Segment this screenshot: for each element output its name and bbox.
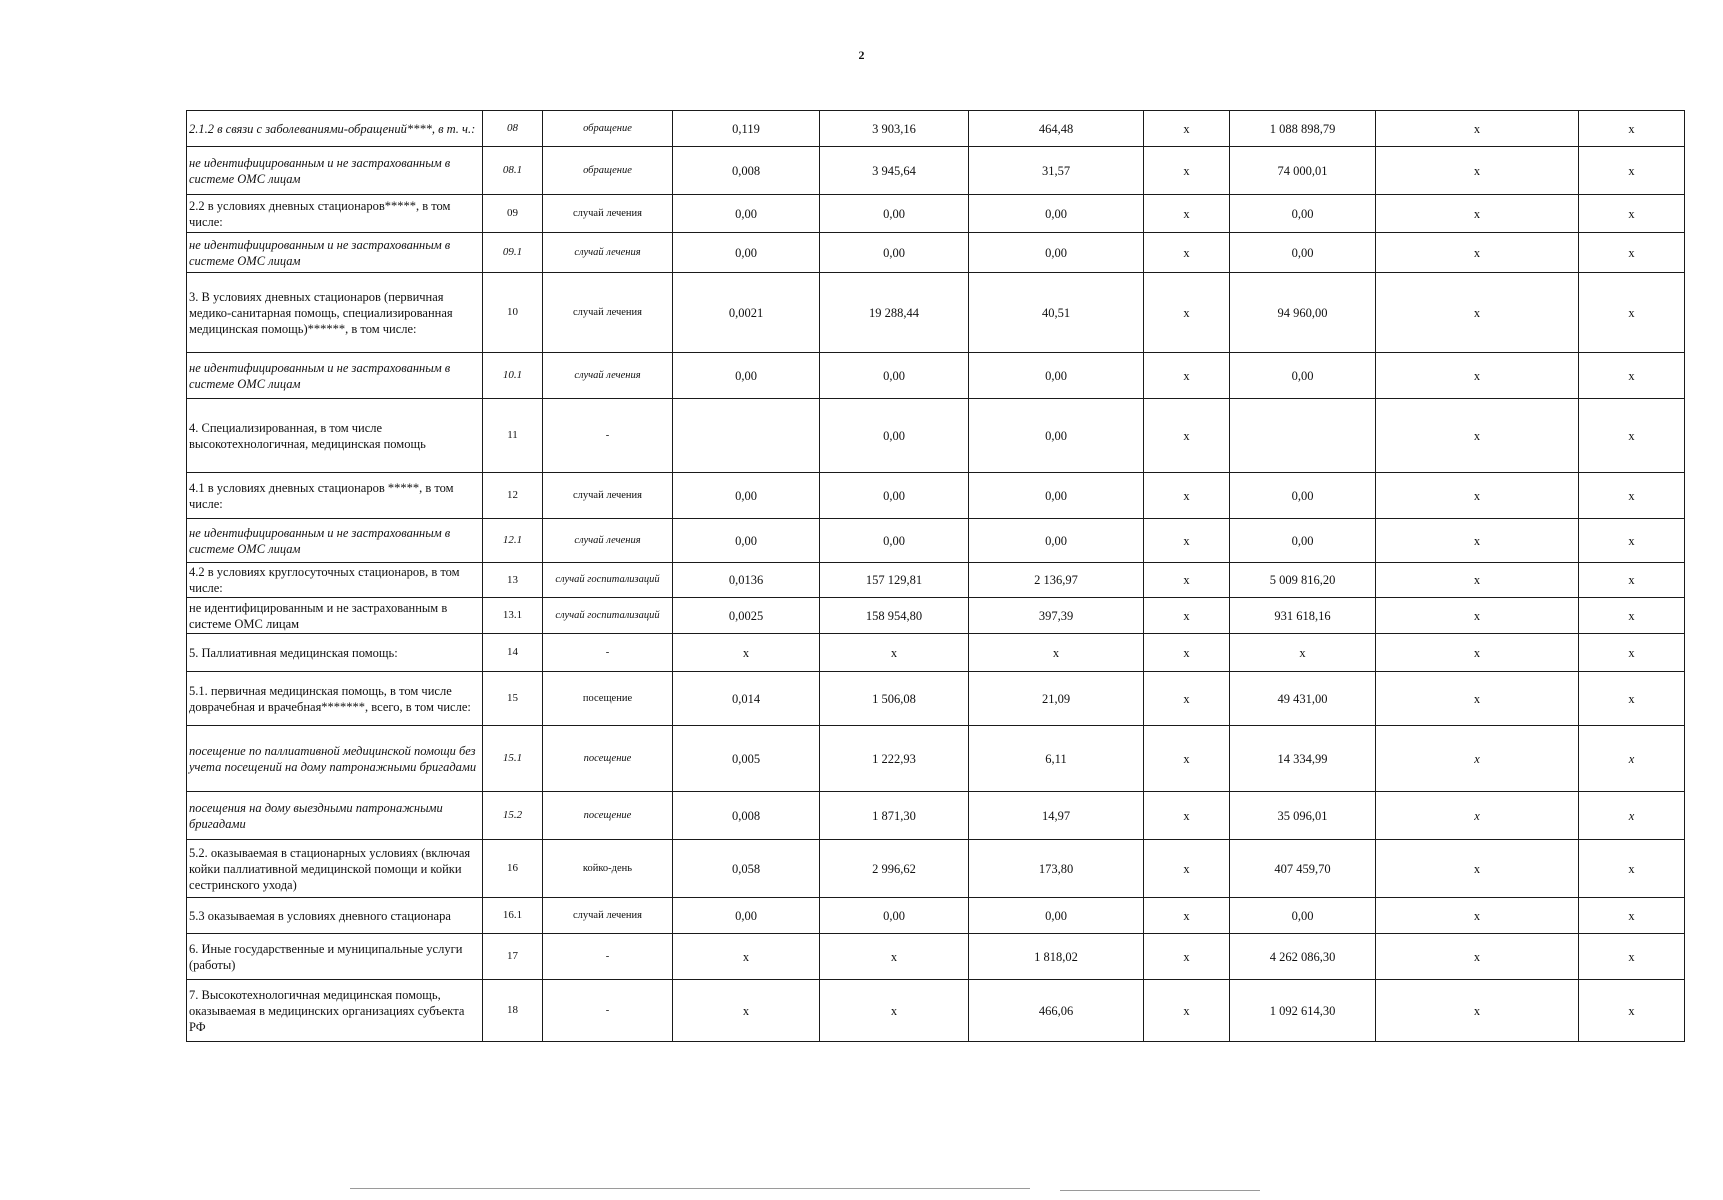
row-name: 4.2 в условиях круглосуточных стационаров, в том числе: <box>187 563 483 598</box>
cell-value: 31,57 <box>969 147 1144 195</box>
cell-value: 94 960,00 <box>1230 273 1376 353</box>
cell-value: 0,00 <box>969 898 1144 934</box>
cell-value: x <box>1376 519 1579 563</box>
cell-value: x <box>1144 563 1230 598</box>
cell-value: x <box>1579 726 1685 792</box>
cell-value: 0,00 <box>1230 233 1376 273</box>
row-unit: - <box>543 399 673 473</box>
row-unit: обращение <box>543 111 673 147</box>
cell-value: 158 954,80 <box>820 598 969 634</box>
cell-value: 173,80 <box>969 840 1144 898</box>
cell-value: 1 092 614,30 <box>1230 980 1376 1042</box>
cell-value: 397,39 <box>969 598 1144 634</box>
row-unit: - <box>543 934 673 980</box>
table-row <box>187 233 1685 273</box>
cell-value: 1 506,08 <box>820 672 969 726</box>
cell-value: x <box>1579 195 1685 233</box>
table-row <box>187 726 1685 792</box>
row-unit: случай госпитализаций <box>543 598 673 634</box>
cell-value: x <box>1579 792 1685 840</box>
table-row <box>187 898 1685 934</box>
row-unit: обращение <box>543 147 673 195</box>
cell-value: 19 288,44 <box>820 273 969 353</box>
cell-value: 0,00 <box>673 519 820 563</box>
row-unit: случай лечения <box>543 233 673 273</box>
cell-value: x <box>969 634 1144 672</box>
row-code: 10.1 <box>483 353 543 399</box>
cell-value: 14 334,99 <box>1230 726 1376 792</box>
cell-value: 0,008 <box>673 792 820 840</box>
row-name: посещение по паллиативной медицинской помощи без учета посещений на дому патронажными бригадами <box>187 726 483 792</box>
row-unit: посещение <box>543 726 673 792</box>
cell-value: x <box>1579 840 1685 898</box>
cell-value: 14,97 <box>969 792 1144 840</box>
cell-value: x <box>1376 980 1579 1042</box>
cell-value: x <box>1376 273 1579 353</box>
row-name: 6. Иные государственные и муниципальные услуги (работы) <box>187 934 483 980</box>
row-name: 3. В условиях дневных стационаров (первичная медико-санитарная помощь, специализированная медицинская помощь)******, в том числе: <box>187 273 483 353</box>
cell-value: x <box>1144 111 1230 147</box>
cell-value: x <box>673 634 820 672</box>
cell-value: x <box>1376 233 1579 273</box>
cell-value: 466,06 <box>969 980 1144 1042</box>
cell-value: x <box>1579 598 1685 634</box>
cell-value: x <box>1579 563 1685 598</box>
row-code: 15.2 <box>483 792 543 840</box>
cell-value: 0,0021 <box>673 273 820 353</box>
cell-value: x <box>820 934 969 980</box>
row-code: 11 <box>483 399 543 473</box>
row-code: 16.1 <box>483 898 543 934</box>
row-name: 7. Высокотехнологичная медицинская помощь, оказываемая в медицинских организациях субъекта РФ <box>187 980 483 1042</box>
cell-value: 0,00 <box>820 519 969 563</box>
cell-value: x <box>1579 898 1685 934</box>
row-code: 09.1 <box>483 233 543 273</box>
row-code: 08.1 <box>483 147 543 195</box>
table-row <box>187 634 1685 672</box>
cell-value: x <box>1376 634 1579 672</box>
row-name: не идентифицированным и не застрахованным в системе ОМС лицам <box>187 233 483 273</box>
row-unit: случай лечения <box>543 353 673 399</box>
cell-value: 0,00 <box>969 195 1144 233</box>
cell-value: x <box>1579 399 1685 473</box>
row-code: 15.1 <box>483 726 543 792</box>
row-code: 09 <box>483 195 543 233</box>
cell-value: 0,00 <box>1230 473 1376 519</box>
cell-value: x <box>1376 399 1579 473</box>
row-name: 5. Паллиативная медицинская помощь: <box>187 634 483 672</box>
table-row <box>187 519 1685 563</box>
cell-value: x <box>1144 399 1230 473</box>
table-row <box>187 353 1685 399</box>
cell-value: x <box>1376 353 1579 399</box>
cell-value: x <box>1376 147 1579 195</box>
table-row <box>187 195 1685 233</box>
cell-value: 0,00 <box>673 473 820 519</box>
cell-value: 0,058 <box>673 840 820 898</box>
row-name: 2.2 в условиях дневных стационаров*****, в том числе: <box>187 195 483 233</box>
cell-value: x <box>1144 934 1230 980</box>
cell-value: 0,00 <box>673 898 820 934</box>
cell-value: x <box>1144 634 1230 672</box>
row-unit: посещение <box>543 672 673 726</box>
cell-value: 407 459,70 <box>1230 840 1376 898</box>
cell-value: 0,00 <box>969 473 1144 519</box>
cell-value: 0,00 <box>969 353 1144 399</box>
row-code: 12.1 <box>483 519 543 563</box>
cell-value: x <box>1579 634 1685 672</box>
table-row <box>187 980 1685 1042</box>
row-unit: случай госпитализаций <box>543 563 673 598</box>
cell-value: x <box>1376 934 1579 980</box>
cell-value: 1 222,93 <box>820 726 969 792</box>
cell-value: 0,00 <box>820 898 969 934</box>
cell-value: 3 945,64 <box>820 147 969 195</box>
cell-value: x <box>1144 672 1230 726</box>
cell-value: 0,119 <box>673 111 820 147</box>
row-name: не идентифицированным и не застрахованным в системе ОМС лицам <box>187 598 483 634</box>
cell-value: 0,00 <box>1230 353 1376 399</box>
cell-value: x <box>1144 980 1230 1042</box>
cell-value: 3 903,16 <box>820 111 969 147</box>
cell-value: 0,005 <box>673 726 820 792</box>
cell-value: 0,00 <box>969 399 1144 473</box>
cell-value: x <box>1144 519 1230 563</box>
cell-value: 0,00 <box>1230 898 1376 934</box>
cell-value: x <box>1579 934 1685 980</box>
cell-value: x <box>1376 672 1579 726</box>
row-unit: посещение <box>543 792 673 840</box>
cell-value: x <box>1376 473 1579 519</box>
cell-value: 40,51 <box>969 273 1144 353</box>
cell-value: x <box>1144 598 1230 634</box>
cell-value: x <box>1144 898 1230 934</box>
cell-value: x <box>1144 147 1230 195</box>
row-code: 10 <box>483 273 543 353</box>
cell-value: 1 871,30 <box>820 792 969 840</box>
table-row <box>187 934 1685 980</box>
row-name: 5.1. первичная медицинская помощь, в том числе доврачебная и врачебная*******, всего, в том числе: <box>187 672 483 726</box>
row-code: 16 <box>483 840 543 898</box>
cell-value: x <box>1579 233 1685 273</box>
table-row <box>187 473 1685 519</box>
row-unit: - <box>543 980 673 1042</box>
cell-value: 0,014 <box>673 672 820 726</box>
cell-value: x <box>1144 726 1230 792</box>
row-unit: случай лечения <box>543 519 673 563</box>
cell-value: 0,00 <box>673 195 820 233</box>
cell-value: x <box>1144 792 1230 840</box>
cell-value: 0,00 <box>1230 519 1376 563</box>
row-name: 4.1 в условиях дневных стационаров *****, в том числе: <box>187 473 483 519</box>
table-row <box>187 598 1685 634</box>
cell-value: 0,00 <box>820 353 969 399</box>
cell-value: x <box>673 934 820 980</box>
cell-value: 0,00 <box>673 353 820 399</box>
row-unit: случай лечения <box>543 273 673 353</box>
cell-value <box>1230 399 1376 473</box>
financing-table <box>186 110 1685 1042</box>
table-row <box>187 273 1685 353</box>
cell-value: 35 096,01 <box>1230 792 1376 840</box>
row-code: 13 <box>483 563 543 598</box>
cell-value: 21,09 <box>969 672 1144 726</box>
table-row <box>187 563 1685 598</box>
cell-value: x <box>1376 840 1579 898</box>
cell-value: x <box>1144 273 1230 353</box>
row-unit: случай лечения <box>543 898 673 934</box>
scan-artifact-line <box>350 1188 1030 1189</box>
cell-value: 931 618,16 <box>1230 598 1376 634</box>
cell-value: x <box>1376 792 1579 840</box>
row-name: 5.2. оказываемая в стационарных условиях (включая койки паллиативной медицинской помощи и койки сестринского ухода) <box>187 840 483 898</box>
row-name: 5.3 оказываемая в условиях дневного стационара <box>187 898 483 934</box>
cell-value: x <box>673 980 820 1042</box>
cell-value: x <box>1579 147 1685 195</box>
cell-value: x <box>1579 353 1685 399</box>
cell-value: x <box>1376 598 1579 634</box>
row-name: посещения на дому выездными патронажными бригадами <box>187 792 483 840</box>
cell-value: 6,11 <box>969 726 1144 792</box>
cell-value: 0,00 <box>969 519 1144 563</box>
page-number: 2 <box>858 48 865 62</box>
scan-artifact-line <box>1060 1190 1260 1191</box>
cell-value: x <box>1579 519 1685 563</box>
cell-value: 5 009 816,20 <box>1230 563 1376 598</box>
cell-value: 0,00 <box>673 233 820 273</box>
cell-value: x <box>820 634 969 672</box>
cell-value: 1 088 898,79 <box>1230 111 1376 147</box>
cell-value: x <box>1230 634 1376 672</box>
cell-value: 0,008 <box>673 147 820 195</box>
table-row <box>187 672 1685 726</box>
cell-value: 0,00 <box>820 195 969 233</box>
cell-value: x <box>1144 233 1230 273</box>
cell-value: 1 818,02 <box>969 934 1144 980</box>
row-code: 14 <box>483 634 543 672</box>
row-code: 18 <box>483 980 543 1042</box>
cell-value: x <box>820 980 969 1042</box>
table-row <box>187 840 1685 898</box>
cell-value: x <box>1144 840 1230 898</box>
table-row <box>187 147 1685 195</box>
row-unit: - <box>543 634 673 672</box>
row-code: 15 <box>483 672 543 726</box>
cell-value: x <box>1144 473 1230 519</box>
cell-value: 74 000,01 <box>1230 147 1376 195</box>
cell-value: 2 996,62 <box>820 840 969 898</box>
cell-value: x <box>1579 980 1685 1042</box>
cell-value: x <box>1376 111 1579 147</box>
cell-value: 4 262 086,30 <box>1230 934 1376 980</box>
row-name: не идентифицированным и не застрахованным в системе ОМС лицам <box>187 353 483 399</box>
row-name: 4. Специализированная, в том числе высокотехнологичная, медицинская помощь <box>187 399 483 473</box>
cell-value: 157 129,81 <box>820 563 969 598</box>
row-code: 12 <box>483 473 543 519</box>
cell-value: x <box>1579 473 1685 519</box>
cell-value: x <box>1376 195 1579 233</box>
cell-value: 0,0136 <box>673 563 820 598</box>
cell-value: x <box>1579 273 1685 353</box>
table-row <box>187 111 1685 147</box>
cell-value: x <box>1144 353 1230 399</box>
cell-value: x <box>1579 672 1685 726</box>
cell-value: x <box>1376 563 1579 598</box>
cell-value: 464,48 <box>969 111 1144 147</box>
cell-value: x <box>1376 726 1579 792</box>
cell-value: 0,00 <box>820 233 969 273</box>
row-name: не идентифицированным и не застрахованным в системе ОМС лицам <box>187 519 483 563</box>
table-row <box>187 399 1685 473</box>
cell-value: 49 431,00 <box>1230 672 1376 726</box>
cell-value: x <box>1579 111 1685 147</box>
cell-value: 0,0025 <box>673 598 820 634</box>
row-name: 2.1.2 в связи с заболеваниями-обращений****, в т. ч.: <box>187 111 483 147</box>
cell-value: 0,00 <box>1230 195 1376 233</box>
row-code: 08 <box>483 111 543 147</box>
row-unit: случай лечения <box>543 195 673 233</box>
cell-value: 0,00 <box>820 473 969 519</box>
row-name: не идентифицированным и не застрахованным в системе ОМС лицам <box>187 147 483 195</box>
row-code: 13.1 <box>483 598 543 634</box>
cell-value <box>673 399 820 473</box>
cell-value: 2 136,97 <box>969 563 1144 598</box>
row-unit: койко-день <box>543 840 673 898</box>
cell-value: x <box>1144 195 1230 233</box>
row-code: 17 <box>483 934 543 980</box>
cell-value: x <box>1376 898 1579 934</box>
row-unit: случай лечения <box>543 473 673 519</box>
cell-value: 0,00 <box>820 399 969 473</box>
cell-value: 0,00 <box>969 233 1144 273</box>
table-row <box>187 792 1685 840</box>
